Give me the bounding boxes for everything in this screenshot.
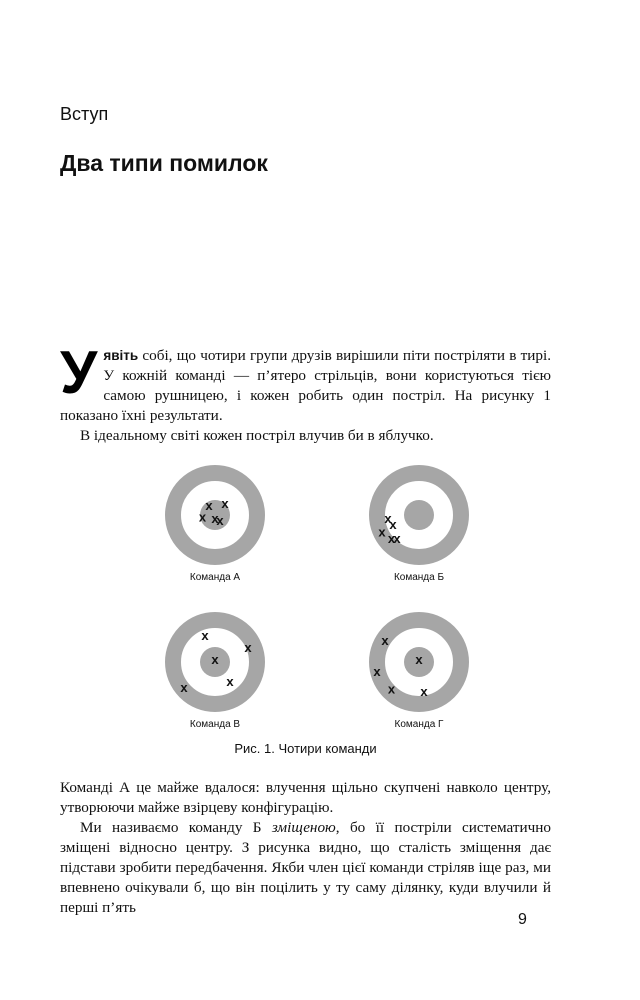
hit-mark: x — [201, 628, 209, 643]
hit-mark: x — [384, 511, 392, 526]
hit-mark: x — [180, 680, 188, 695]
team-label: Команда Б — [393, 572, 445, 583]
hit-mark: x — [244, 640, 252, 655]
hit-mark: x — [393, 531, 401, 546]
hit-mark: x — [381, 633, 389, 648]
intro-paragraph-2: В ідеальному світі кожен постріл влучив би в яблучко. — [80, 427, 434, 444]
team-label: Команда Г — [394, 719, 444, 730]
hit-mark: x — [211, 652, 219, 667]
page-number: 9 — [518, 911, 527, 928]
hit-mark: x — [211, 511, 219, 526]
body-paragraph-2-start: Ми називаємо команду Б — [80, 819, 272, 836]
hit-mark: x — [389, 517, 397, 532]
hit-mark: x — [373, 664, 381, 679]
intro-paragraph-1-text: собі, що чотири групи друзів вирішили піти постріляти в тирі. У кожній команді — п’ятеро стрільців, вони користуються тією самою рушницею, і кожен робить один постріл. На рисунку 1 показано їхні результати. — [60, 347, 551, 424]
figure-caption: Рис. 1. Чотири команди — [234, 741, 377, 756]
hit-mark: x — [216, 513, 224, 528]
body-paragraph-1: Команді А це майже вдалося: влучення щільно скупчені навколо центру, утворюючи майже взірцеву конфігурацію. — [60, 779, 551, 816]
target-3 — [173, 620, 257, 730]
targets-diagram — [60, 460, 551, 735]
hit-mark: x — [205, 498, 213, 513]
hit-mark: x — [226, 674, 234, 689]
lead-word: явіть — [103, 348, 139, 363]
drop-cap: У — [60, 339, 98, 406]
hit-mark: x — [387, 681, 396, 697]
hit-mark: x — [378, 524, 386, 540]
hit-mark: x — [387, 531, 396, 546]
hit-mark: x — [221, 496, 229, 511]
target-4 — [373, 620, 461, 730]
hit-mark: x — [420, 684, 428, 699]
hit-mark: x — [415, 652, 423, 667]
chapter-title: Два типи помилок — [60, 150, 268, 176]
body-paragraph-2 — [60, 818, 551, 918]
body-paragraph-2-end: , бо її постріли систематично зміщені відносно центру. З рисунка видно, що сталість зміщення дає підстави зробити передбачення. Якби член цієї команди стріляв іще раз, ми впевнено очікували б, що він поцілить у ту саму ділянку, куди влучили й перші п’ять — [60, 819, 551, 916]
emphasis-biased: зміщеною — [271, 819, 336, 836]
section-label: Вступ — [60, 104, 109, 124]
team-label: Команда В — [189, 719, 241, 730]
intro-paragraph-1 — [60, 339, 551, 426]
target-2 — [377, 473, 461, 583]
hit-mark: x — [198, 509, 207, 525]
target-1 — [173, 473, 257, 583]
target-bullseye — [404, 500, 434, 530]
body-text — [60, 778, 551, 918]
figure-four-teams — [60, 460, 551, 760]
intro-text — [60, 339, 551, 446]
team-label: Команда А — [189, 572, 241, 583]
